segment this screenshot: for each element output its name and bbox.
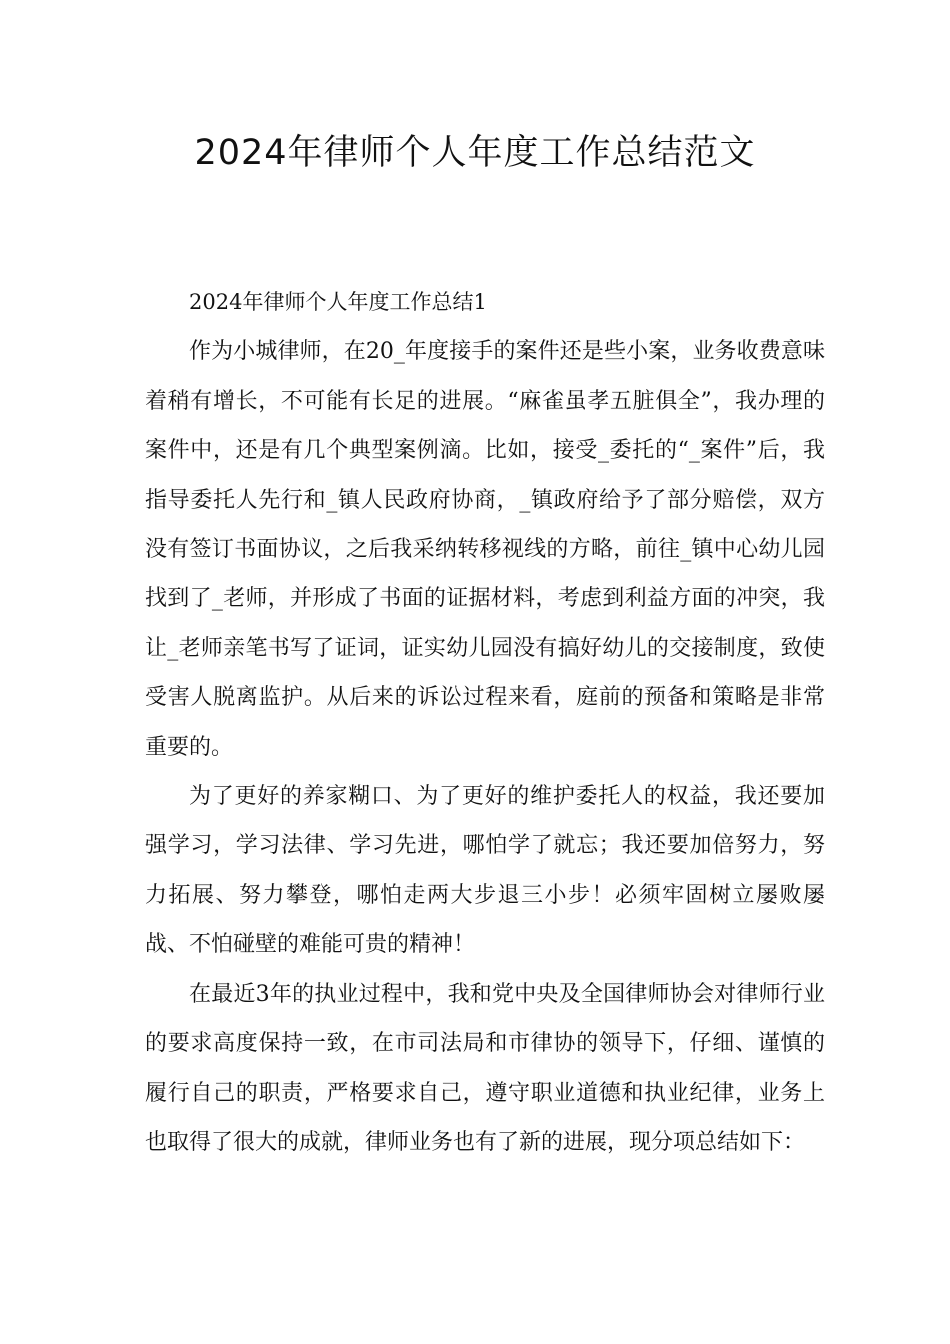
paragraph-2: 为了更好的养家糊口、为了更好的维护委托人的权益，我还要加强学习，学习法律、学习先进，哪怕学了就忘；我还要加倍努力，努力拓展、努力攀登，哪怕走两大步退三小步！必须牢固树立屡败屡战、不怕碰壁的难能可贵的精神！ <box>145 784 825 958</box>
paragraph-3: 在最近3年的执业过程中，我和党中央及全国律师协会对律师行业的要求高度保持一致，在市司法局和市律协的领导下，仔细、谨慎的履行自己的职责，严格要求自己，遵守职业道德和执业纪律，业务上也取得了很大的成就，律师业务也有了新的进展，现分项总结如下： <box>145 981 825 1155</box>
section-heading: 2024年律师个人年度工作总结1 <box>189 290 487 314</box>
paragraph-1: 作为小城律师，在20_年度接手的案件还是些小案，业务收费意味着稍有增长，不可能有长足的进展。“麻雀虽孝五脏俱全”，我办理的案件中，还是有几个典型案例滴。比如，接受_委托的“_案件”后，我指导委托人先行和_镇人民政府协商，_镇政府给予了部分赔偿，双方没有签订书面协议，之后我采纳转移视线的方略，前往_镇中心幼儿园找到了_老师，并形成了书面的证据材料，考虑到利益方面的冲突，我让_老师亲笔书写了证词，证实幼儿园没有搞好幼儿的交接制度，致使受害人脱离监护。从后来的诉讼过程来看，庭前的预备和策略是非常重要的。 <box>145 339 825 760</box>
document-body <box>145 278 825 1167</box>
document-title: 2024年律师个人年度工作总结范文 <box>194 133 756 173</box>
